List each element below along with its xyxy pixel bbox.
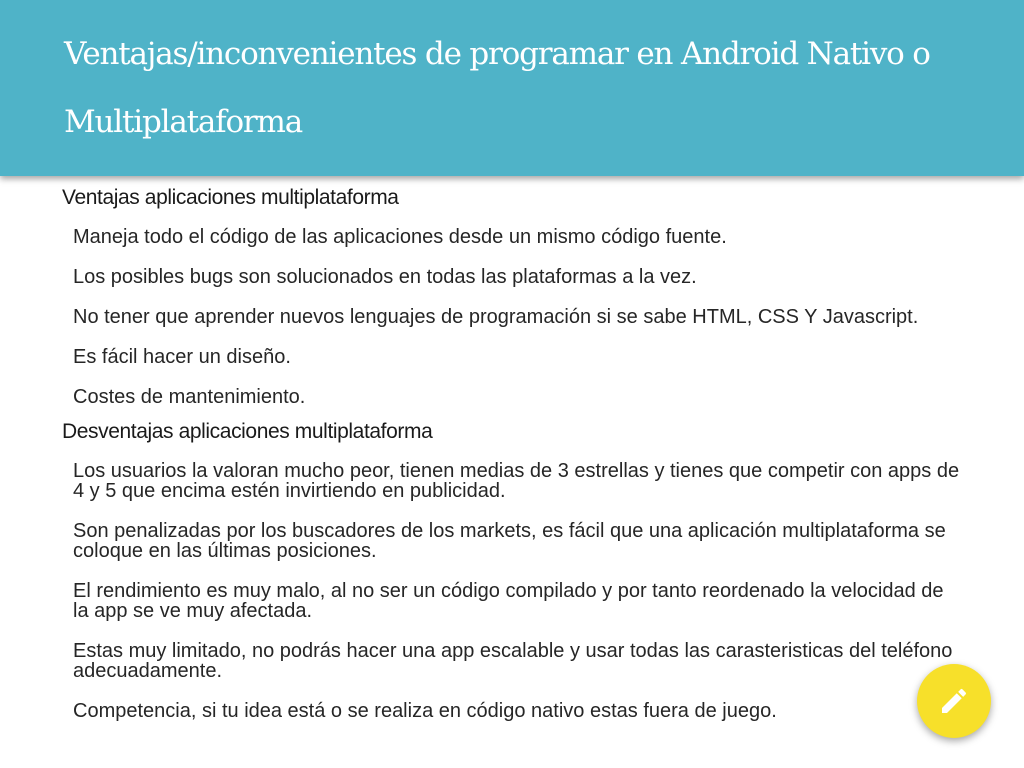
disadvantage-item: El rendimiento es muy malo, al no ser un código compilado y por tanto reordenado la velocidad de la app se ve muy afectada. (73, 580, 944, 622)
slide-content (62, 187, 962, 741)
advantages-heading: Ventajas aplicaciones multiplataforma (62, 186, 399, 209)
pencil-icon (938, 685, 970, 717)
title-bar (0, 0, 1024, 176)
slide-title: Ventajas/inconvenientes de programar en Android Nativo o Multiplataforma (64, 36, 930, 140)
advantage-item: Es fácil hacer un diseño. (73, 346, 291, 368)
disadvantage-item: Competencia, si tu idea está o se realiza en código nativo estas fuera de juego. (73, 700, 777, 722)
disadvantage-item: Estas muy limitado, no podrás hacer una app escalable y usar todas las carasteristicas del teléfono adecuadamente. (73, 640, 953, 682)
advantage-item: Los posibles bugs son solucionados en todas las plataformas a la vez. (73, 266, 697, 288)
advantages-list (62, 227, 962, 407)
disadvantage-item: Los usuarios la valoran mucho peor, tienen medias de 3 estrellas y tienes que competir con apps de 4 y 5 que encima estén invirtiendo en publicidad. (73, 460, 960, 502)
advantage-item: Costes de mantenimiento. (73, 386, 306, 408)
disadvantages-list (62, 461, 962, 721)
advantage-item: Maneja todo el código de las aplicaciones desde un mismo código fuente. (73, 226, 727, 248)
advantage-item: No tener que aprender nuevos lenguajes de programación si se sabe HTML, CSS Y Javascript. (73, 306, 919, 328)
edit-button[interactable] (917, 664, 991, 738)
disadvantages-heading: Desventajas aplicaciones multiplataforma (62, 420, 433, 443)
disadvantage-item: Son penalizadas por los buscadores de los markets, es fácil que una aplicación multiplataforma se coloque en las últimas posiciones. (73, 520, 946, 562)
